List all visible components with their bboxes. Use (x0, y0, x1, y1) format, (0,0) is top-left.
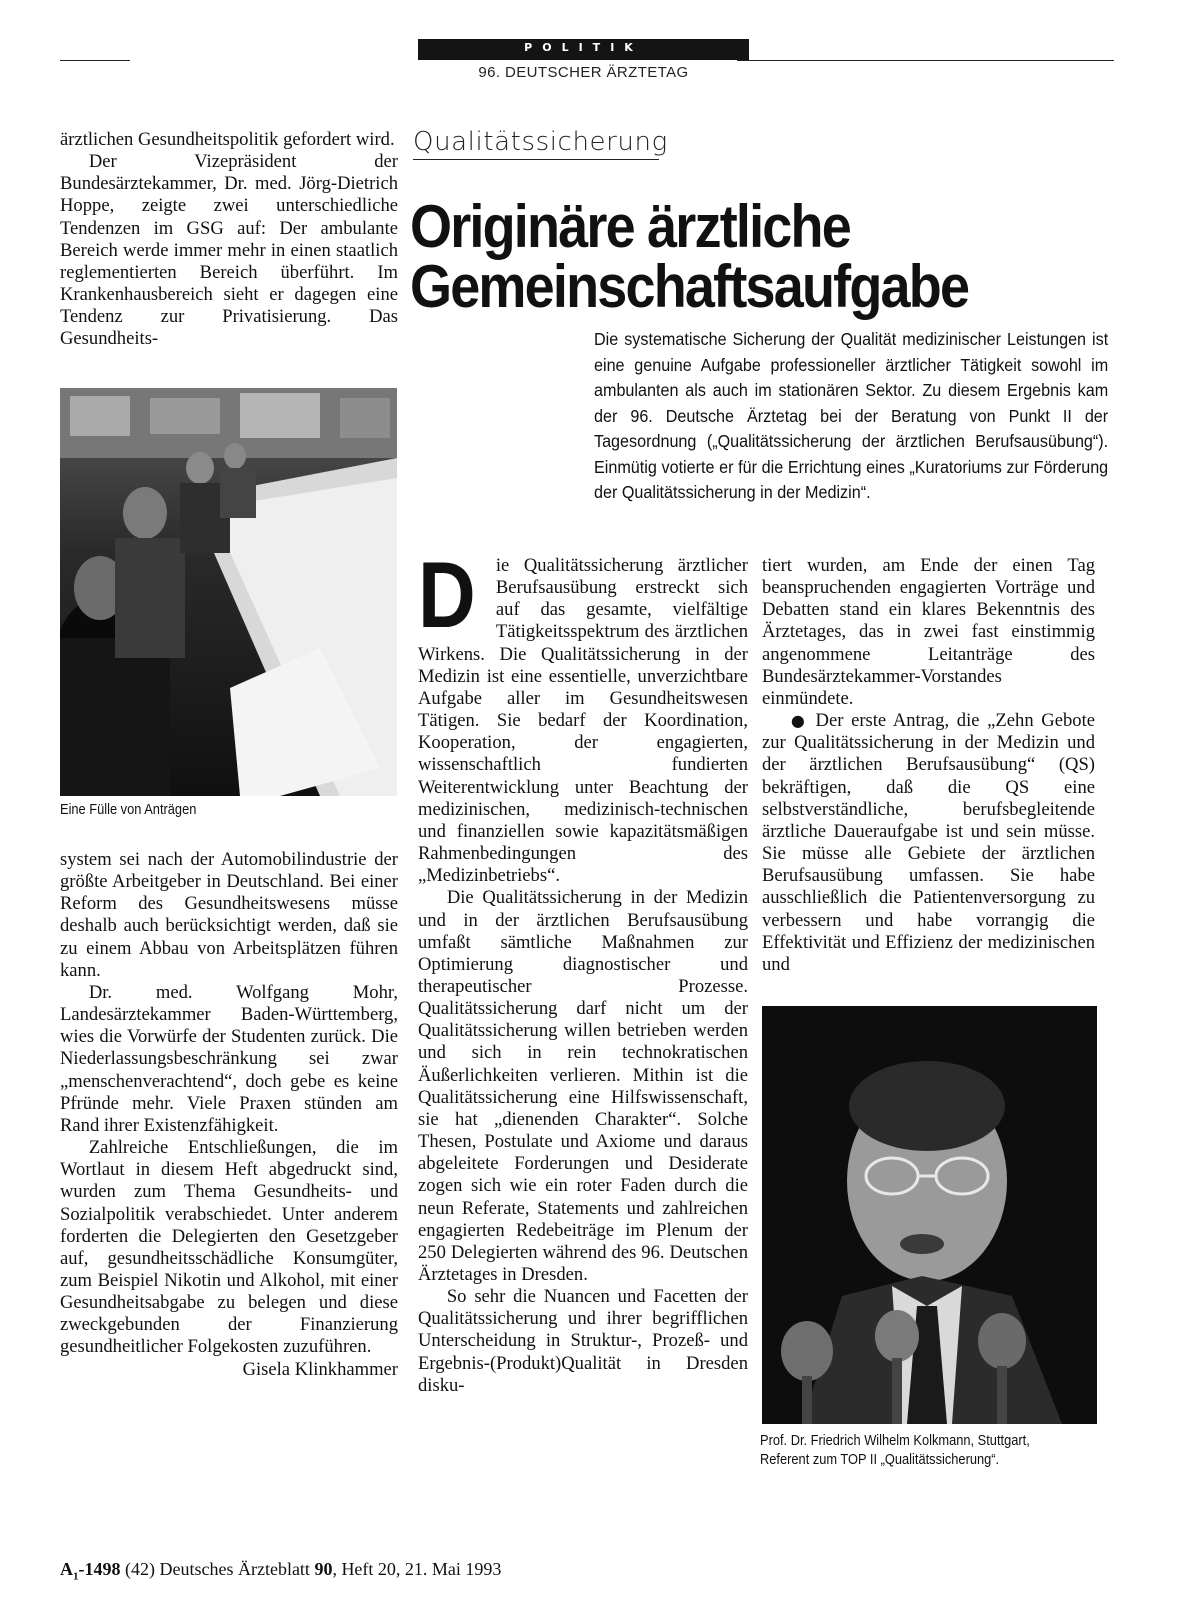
drop-cap: D (418, 542, 476, 647)
caption-line-2: Referent zum TOP II „Qualitätssicherung“. (760, 1451, 1000, 1468)
rubric: 96. DEUTSCHER ÄRZTETAG (478, 64, 689, 81)
paragraph: Die Qualitätssicherung in der Medizin und in der ärztlichen Berufsausübung umfaßt sämtliche Maßnahmen zur Optimierung diagnostischer und therapeutischer Prozesse. Qualitätssicherung darf nicht um der Qualitätssicherung willen betrieben werden und sich in rein technokratischen Äußerlichkeiten verlieren. Mithin ist die Qualitätssicherung eine Hilfswissenschaft, sie hat „dienenden Charakter“. Solche Thesen, Postulate und Axiome und daraus abgeleitete Forderungen und Desiderate zogen sich wie ein roter Faden durch die neun Referate, Statements und zahlreichen engagierten Redebeiträge im Plenum der 250 Delegierten während des 96. Deutschen Ärztetages in Dresden. (418, 887, 748, 1285)
paragraph: So sehr die Nuancen und Facetten der Qualitätssicherung und ihrer begrifflichen Unterscheidung in Struktur-, Prozeß- und Ergebnis-(Produkt)Qualität in Dresden disku- (418, 1286, 748, 1396)
page-code-letter: A (60, 1559, 73, 1579)
paragraph-with-dropcap (418, 542, 748, 887)
paragraph: Der Vizepräsident der Bundesärztekammer, Dr. med. Jörg-Dietrich Hoppe, zeigte zwei unterschiedliche Tendenzen im GSG auf: Der ambulante Bereich werde immer mehr in einen staatlich reglementierten Bereich überführt. Im Krankenhausbereich sieht er dagegen eine Tendenz zur Privatisierung. Das Gesundheits- (60, 151, 398, 350)
photo-caption: Eine Fülle von Anträgen (60, 802, 197, 818)
caption-line-1: Prof. Dr. Friedrich Wilhelm Kolkmann, Stuttgart, (760, 1433, 1030, 1449)
bullet-icon: ● (790, 711, 808, 731)
paragraph: ärztlichen Gesundheitspolitik gefordert wird. (60, 129, 395, 150)
footer-issue-rest: , Heft 20, 21. Mai 1993 (332, 1559, 502, 1579)
section-label: POLITIK (418, 39, 749, 60)
footer-issue-prefix: (42) Deutsches Ärzteblatt (125, 1559, 310, 1579)
paragraph (762, 710, 1095, 976)
page-code-subscript: 1 (73, 1570, 79, 1583)
page-footer (60, 1559, 501, 1583)
headline-line-1: Originäre ärztliche (410, 193, 850, 260)
column-2 (418, 542, 748, 1397)
photo-portrait-speaker (762, 1006, 1097, 1424)
header-rule-right (737, 60, 1114, 61)
page-code (60, 1559, 121, 1583)
column-3 (762, 555, 1095, 976)
paragraph: Zahlreiche Entschließungen, die im Wortlaut in diesem Heft abgedruckt sind, wurden zum Thema Gesundheits- und Sozialpolitik verabschiedet. Unter anderem forderten die Delegierten den Gesetzgeber auf, gesundheitsschädliche Konsumgüter, zum Beispiel Nikotin und Alkohol, mit einer Gesundheitsabgabe zu belegen und diese zweckgebunden der Finanzierung gesundheitlicher Folgekosten zuzuführen. (60, 1137, 398, 1358)
footer-volume: 90 (314, 1559, 333, 1579)
page-number: -1498 (78, 1559, 121, 1579)
paragraph: tiert wurden, am Ende der einen Tag beanspruchenden engagierten Vorträge und Debatten stand ein klares Bekenntnis des Ärztetages, das in zwei fast einstimmig angenommene Leitanträge des Bundesärztekammer-Vorstandes einmündete. (762, 555, 1095, 709)
paragraph: Dr. med. Wolfgang Mohr, Landesärztekammer Baden-Württemberg, wies die Vorwürfe der Studenten zurück. Die Niederlassungsbeschränkung sei zwar „menschenverachtend“, doch gebe es keine Pfründe mehr. Viele Praxen stünden am Rand ihrer Existenzfähigkeit. (60, 981, 398, 1136)
header-rule-left (60, 60, 130, 61)
column-1-bottom (60, 849, 398, 1381)
article-headline (410, 193, 1058, 320)
kicker-underline (413, 159, 659, 160)
photo-portrait-image (762, 1006, 1097, 1424)
article-lead: Die systematische Sicherung der Qualität medizinischer Leistungen ist eine genuine Aufgabe professioneller ärztlicher Tätigkeit sowohl im ambulanten als auch im stationären Sektor. Zu diesem Ergebnis kam der 96. Deutsche Ärztetag bei der Beratung von Punkt II der Tagesordnung („Qualitätssicherung der ärztlichen Berufsausübung“). Einmütig votierte er für die Errichtung eines „Kuratoriums zur Förderung der Qualitätssicherung in der Medizin“. (594, 329, 1109, 502)
photo-delegates-image (60, 388, 397, 796)
paragraph-text: ie Qualitätssicherung ärztlicher Berufsausübung erstreckt sich auf das gesamte, vielfältige Tätigkeitsspektrum des ärztlichen Wirkens. Die Qualitätssicherung in der Medizin ist eine essentielle, unverzichtbare Aufgabe aller im Gesundheitswesen Tätigen. Sie bedarf der Koordination, Kooperation, der engagierten, wissenschaftlich fundierten Weiterentwicklung unter Beachtung der medizinischen, medizinisch-technischen und finanziellen sowie kapazitätsmäßigen Rahmenbedingungen des „Medizinbetriebs“. (418, 555, 748, 887)
paragraph: system sei nach der Automobilindustrie der größte Arbeitgeber in Deutschland. Bei einer Reform des Gesundheitswesens müsse deshalb auch berücksichtigt werden, daß sie zu einem Abbau von Arbeitsplätzen führen kann. (60, 849, 398, 981)
photo-delegates-reading (60, 388, 397, 796)
paragraph-text: Der erste Antrag, die „Zehn Gebote zur Qualitätssicherung in der Medizin und der ärztlichen Berufsausübung“ (QS) bekräftigen, daß die QS eine selbstverständliche, berufsbegleitende ärztliche Daueraufgabe ist und sein müsse. Sie müsse alle Gebiete der ärztlichen Berufsausübung umfassen. Sie habe ausschließlich die Patientenversorgung zu verbessern und habe vorrangig die Effektivität und Effizienz der medizinischen und (762, 710, 1095, 975)
column-1-top (60, 129, 398, 351)
author-signature: Gisela Klinkhammer (242, 1358, 398, 1380)
photo-caption (760, 1432, 1094, 1469)
article-kicker: Qualitätssicherung (413, 127, 668, 157)
headline-line-2: Gemeinschaftsaufgabe (410, 253, 969, 320)
